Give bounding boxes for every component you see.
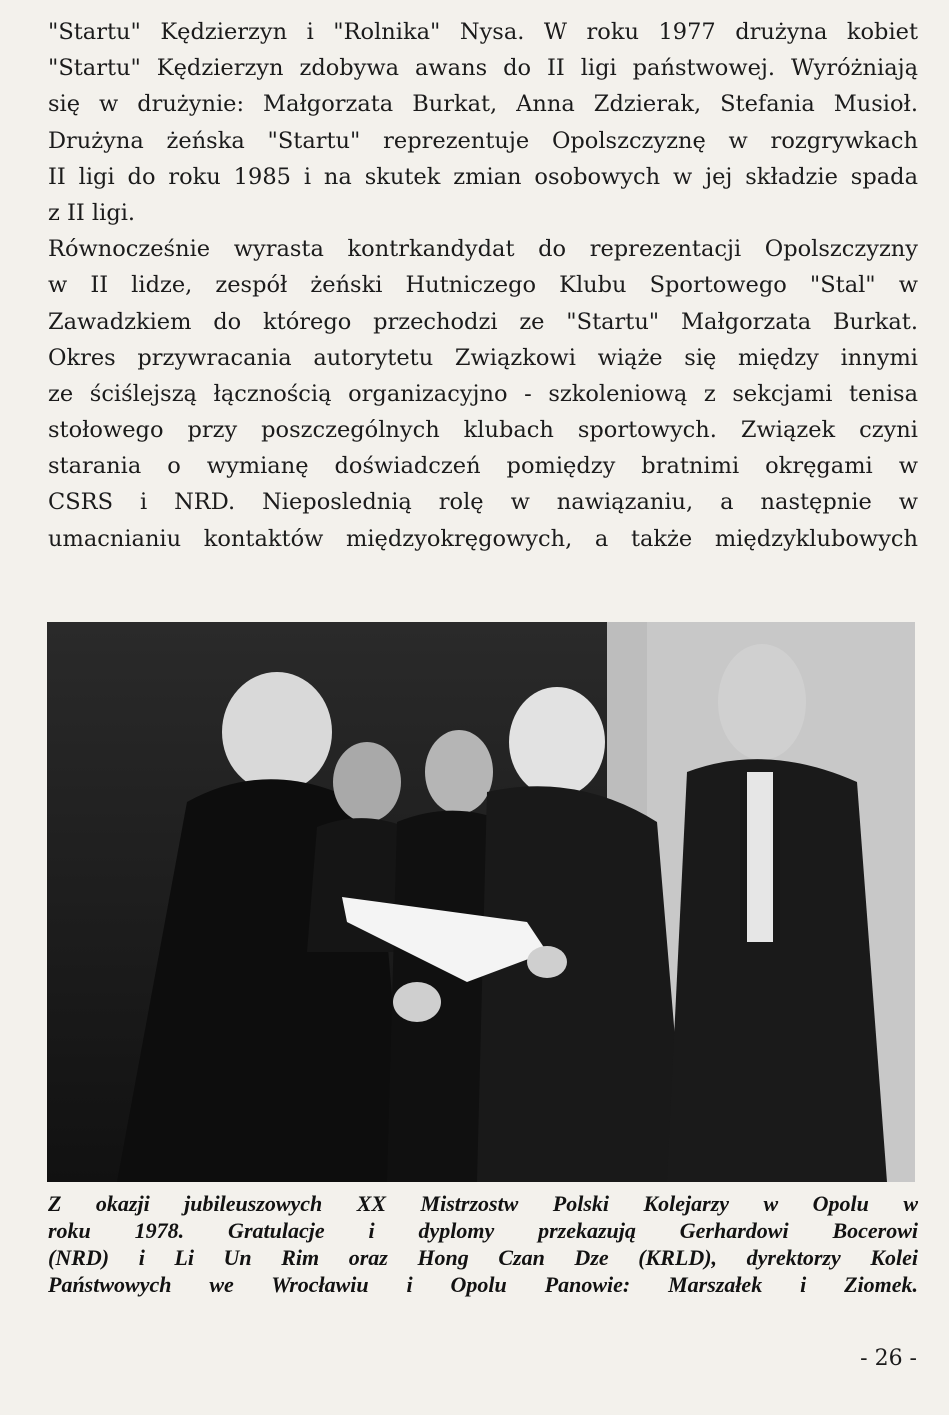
text-line: CSRS i NRD. Nieposlednią rolę w nawiązaniu, a następnie w <box>48 489 918 516</box>
text-line: z II ligi. <box>48 199 136 226</box>
text-line: "Startu" Kędzierzyn i "Rolnika" Nysa. W roku 1977 drużyna kobiet <box>48 19 918 45</box>
caption-line: Państwowych we Wrocławiu i Opolu Panowie: Marszałek i Ziomek. <box>48 1272 918 1297</box>
caption-line: (NRD) i Li Un Rim oraz Hong Czan Dze (KRLD), dyrektorzy Kolei <box>48 1245 918 1270</box>
text-line: się w drużynie: Małgorzata Burkat, Anna Zdzierak, Stefania Musioł. <box>48 91 918 118</box>
text-line: stołowego przy poszczególnych klubach sportowych. Związek czyni <box>48 417 918 444</box>
text-line: umacnianiu kontaktów międzyokręgowych, a także międzyklubowych <box>48 525 918 552</box>
caption-line: Z okazji jubileuszowych XX Mistrzostw Polski Kolejarzy w Opolu w <box>48 1191 918 1216</box>
text-line: Drużyna żeńska "Startu" reprezentuje Opolszczyznę w rozgrywkach <box>48 127 918 154</box>
page-number: - 26 - <box>860 1346 917 1371</box>
text-line: ze ściślejszą łącznością organizacyjno - szkoleniową z sekcjami tenisa <box>48 380 918 407</box>
text-line: Zawadzkiem do którego przechodzi ze "Startu" Małgorzata Burkat. <box>48 308 918 335</box>
text-line: starania o wymianę doświadczeń pomiędzy bratnimi okręgami w <box>48 453 918 480</box>
text-line: "Startu" Kędzierzyn zdobywa awans do II ligi państwowej. Wyróżniają <box>48 55 918 82</box>
body-text <box>48 14 918 557</box>
text-line: Okres przywracania autorytetu Związkowi wiąże się między innymi <box>48 344 918 371</box>
text-line: Równocześnie wyrasta kontrkandydat do reprezentacji Opolszczyzny <box>48 236 918 263</box>
text-line: w II lidze, zespół żeński Hutniczego Klubu Sportowego "Stal" w <box>48 272 918 299</box>
photo-caption <box>48 1190 918 1298</box>
text-line: II ligi do roku 1985 i na skutek zmian osobowych w jej składzie spada <box>48 163 918 190</box>
caption-line: roku 1978. Gratulacje i dyplomy przekazują Gerhardowi Bocerowi <box>48 1218 918 1243</box>
photo-illustration <box>47 622 915 1182</box>
ceremony-photo <box>47 622 915 1182</box>
